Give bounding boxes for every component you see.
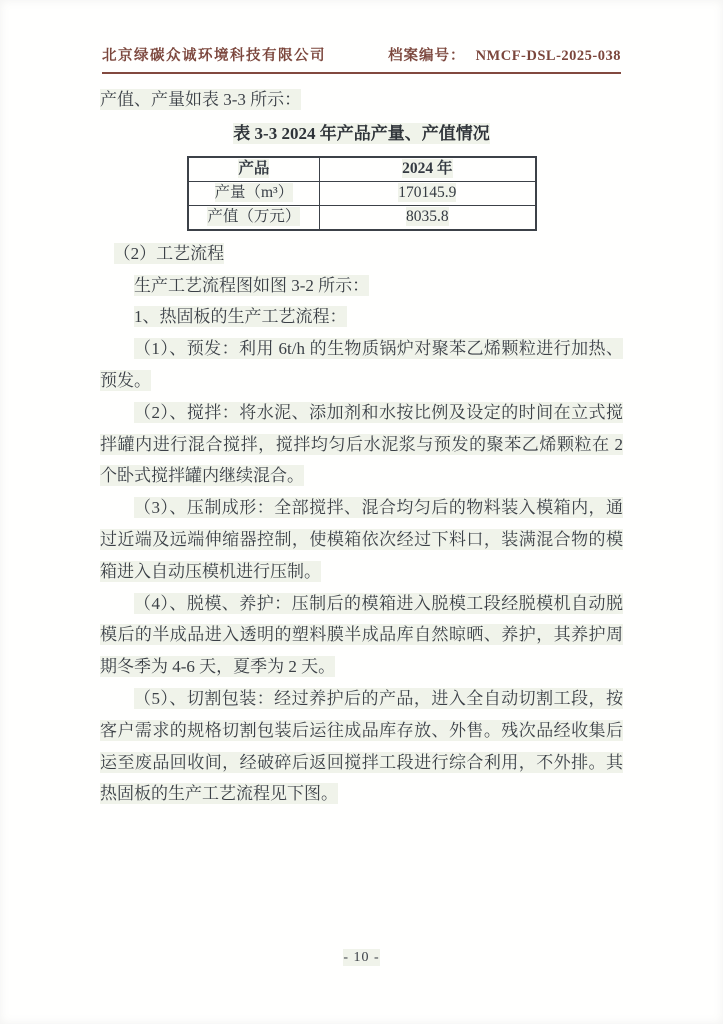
table-row [188,181,536,205]
table-title: 表 3-3 2024 年产品产量、产值情况 [233,123,490,143]
page-number: - 10 - [343,950,380,965]
table-header-year: 2024 年 [320,157,536,182]
production-output-table [187,156,537,231]
table-cell-value-label: 产值（万元） [188,205,320,230]
intro-text: 产值、产量如表 3-3 所示： [100,90,302,109]
process-step-1: （1）、预发：利用 6t/h 的生物质锅炉对聚苯乙烯颗粒进行加热、预发。 [100,339,623,390]
archive-label: 档案编号： [388,48,466,64]
document-body [100,84,623,810]
intro-paragraph [100,84,623,116]
page-footer [0,950,723,966]
archive-value: NMCF-DSL-2025-038 [475,48,621,64]
section-heading: （2）工艺流程 [113,243,225,263]
lead-line-2: 1、热固板的生产工艺流程： [134,307,347,327]
process-step-4: （4）、脱模、养护：压制后的模箱进入脱模工段经脱模机自动脱模后的半成品进入透明的塑料膜半成品库自然晾晒、养护，其养护周期冬季为 4-6 天，夏季为 2 天。 [100,593,623,677]
archive-number-group [388,44,621,65]
table-cell-value-value: 8035.8 [320,205,536,230]
document-header [102,44,621,74]
table-header-row [188,157,536,182]
process-step-2: （2）、搅拌：将水泥、添加剂和水按比例及设定的时间在立式搅拌罐内进行混合搅拌，搅拌均匀后水泥浆与预发的聚苯乙烯颗粒在 2 个卧式搅拌罐内继续混合。 [100,402,623,486]
process-step-3: （3）、压制成形：全部搅拌、混合均匀后的物料装入模箱内，通过近端及远端伸缩器控制，使模箱依次经过下料口，装满混合物的模箱进入自动压模机进行压制。 [100,498,623,581]
table-cell-output-value: 170145.9 [320,181,536,205]
process-step-5: （5）、切割包装：经过养护后的产品，进入全自动切割工段，按客户需求的规格切割包装后运往成品库存放、外售。残次品经收集后运至废品回收间，经破碎后返回搅拌工段进行综合利用，不外排。其热固板的生产工艺流程见下图。 [100,688,623,804]
lead-line-1: 生产工艺流程图如图 3-2 所示： [134,275,370,295]
table-header-product: 产品 [188,157,320,182]
company-name: 北京绿碳众诚环境科技有限公司 [102,48,326,64]
table-cell-output-label: 产量（m³） [188,181,320,205]
table-row [188,205,536,230]
